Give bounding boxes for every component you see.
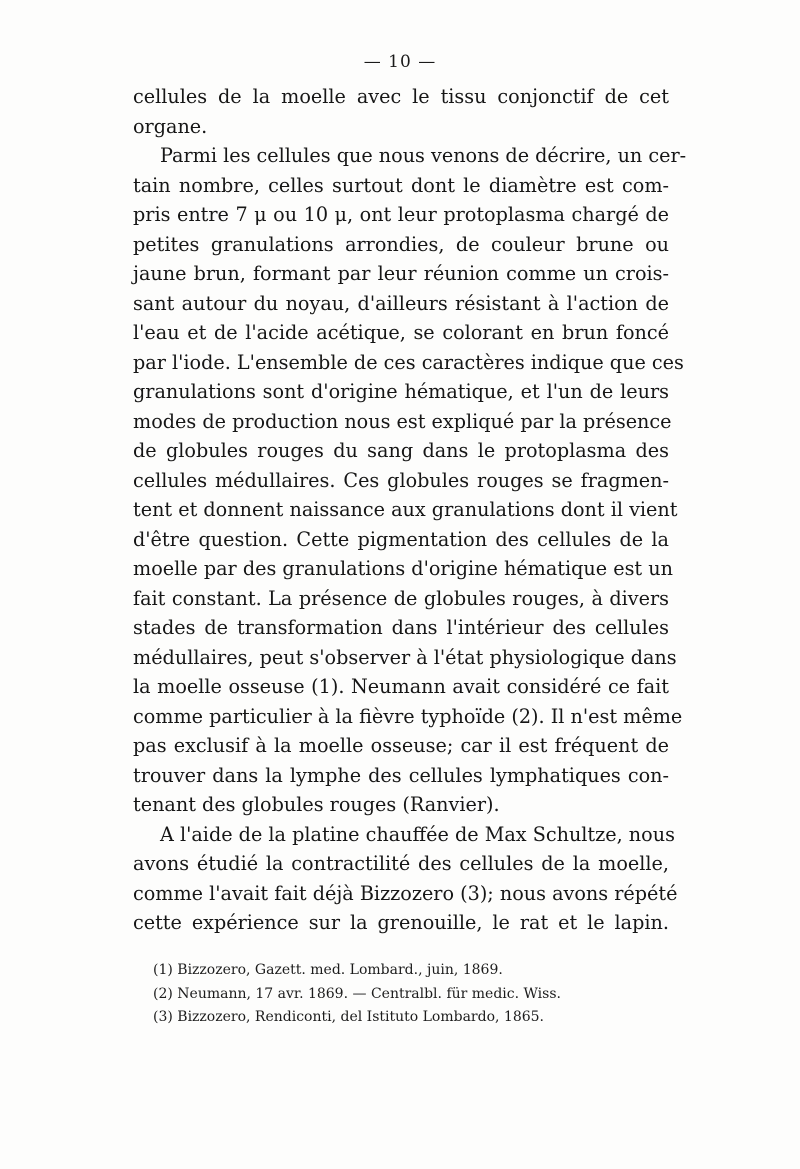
paragraph-start-line: Parmi les cellules que nous venons de décrire, un cer-	[160, 144, 687, 167]
text-line: pas exclusif à la moelle osseuse; car il est fréquent de	[133, 734, 669, 757]
text-line: moelle par des granulations d'origine hématique est un	[133, 557, 673, 580]
text-line: tain nombre, celles surtout dont le diamètre est com-	[133, 173, 669, 197]
page-number: — 10 —	[363, 52, 437, 72]
text-line: la moelle osseuse (1). Neumann avait considéré ce fait	[133, 675, 669, 698]
paragraph-start-line: A l'aide de la platine chauffée de Max Schultze, nous	[160, 822, 675, 846]
footnote: (2) Neumann, 17 avr. 1869. — Centralbl. für medic. Wiss.	[153, 985, 561, 1002]
text-line: fait constant. La présence de globules rouges, à divers	[133, 586, 669, 610]
text-line: tent et donnent naissance aux granulations dont il vient	[133, 498, 678, 521]
text-line: petites granulations arrondies, de couleur brune ou	[133, 232, 669, 256]
text-line: comme particulier à la fièvre typhoïde (2). Il n'est même	[133, 704, 683, 728]
text-line: stades de transformation dans l'intérieur des cellules	[133, 616, 669, 639]
text-line: tenant des globules rouges (Ranvier).	[133, 793, 500, 816]
text-line: l'eau et de l'acide acétique, se colorant en brun foncé	[133, 321, 669, 344]
text-line: sant autour du noyau, d'ailleurs résistant à l'action de	[133, 291, 669, 315]
text-line: avons étudié la contractilité des cellules de la moelle,	[133, 852, 669, 875]
text-line: pris entre 7 μ ou 10 μ, ont leur protoplasma chargé de	[133, 203, 669, 226]
text-line: modes de production nous est expliqué par la présence	[133, 409, 672, 433]
text-line: cellules de la moelle avec le tissu conjonctif de cet	[133, 85, 669, 108]
text-line: comme l'avait fait déjà Bizzozero (3); nous avons répété	[133, 881, 678, 905]
text-line: cellules médullaires. Ces globules rouges se fragmen-	[133, 468, 669, 492]
footnote: (1) Bizzozero, Gazett. med. Lombard., juin, 1869.	[153, 962, 503, 978]
footnotes	[153, 959, 673, 1030]
text-line: médullaires, peut s'observer à l'état physiologique dans	[133, 645, 677, 669]
text-line: organe.	[133, 114, 208, 138]
footnote: (3) Bizzozero, Rendiconti, del Istituto Lombardo, 1865.	[153, 1009, 544, 1025]
text-line: trouver dans la lymphe des cellules lymphatiques con-	[133, 763, 669, 787]
text-line: cette expérience sur la grenouille, le rat et le lapin.	[133, 911, 669, 934]
text-line: d'être question. Cette pigmentation des cellules de la	[133, 527, 669, 551]
body-text	[133, 82, 687, 938]
text-line: jaune brun, formant par leur réunion comme un crois-	[133, 262, 669, 285]
text-line: par l'iode. L'ensemble de ces caractères indique que ces	[133, 350, 684, 374]
text-line: granulations sont d'origine hématique, et l'un de leurs	[133, 380, 669, 403]
text-line: de globules rouges du sang dans le protoplasma des	[133, 439, 669, 462]
